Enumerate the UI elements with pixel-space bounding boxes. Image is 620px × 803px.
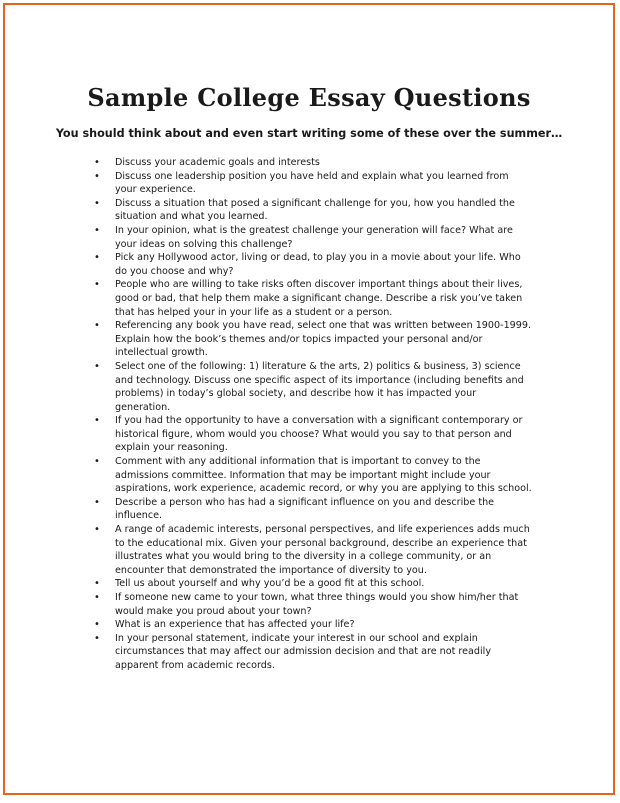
document-subtitle: You should think about and even start writing some of these over the summer…: [55, 127, 563, 140]
bullet-icon: •: [94, 496, 100, 508]
question-item: [5, 360, 613, 414]
question-item: [5, 455, 613, 496]
question-text: Comment with any additional information that is important to convey to the admissions committee. Information that may be important might include your aspirations, work experience, academic record, or why you are applying to this school.: [115, 456, 532, 495]
question-text: Pick any Hollywood actor, living or dead, to play you in a movie about your life. Who do you choose and why?: [115, 252, 521, 277]
question-item: [5, 414, 613, 455]
bullet-icon: •: [94, 592, 100, 603]
question-item: [5, 278, 613, 319]
question-item: [5, 496, 613, 523]
question-item: [5, 156, 613, 170]
bullet-icon: •: [94, 632, 100, 644]
question-item: [5, 632, 613, 673]
question-text: A range of academic interests, personal perspectives, and life experiences adds much to the educational mix. Given your personal background, describe an experience that illustrates what you would bring to the diversity in a college community, or an encounter that demonstrated the importance of diversity to you.: [115, 524, 530, 576]
question-text: Referencing any book you have read, select one that was written between 1900-1999. Explain how the book’s themes and/or topics impacted your personal and/or intellectual growth.: [115, 320, 532, 359]
document-title: Sample College Essay Questions: [87, 83, 531, 112]
bullet-icon: •: [94, 578, 100, 590]
bullet-icon: •: [94, 456, 100, 468]
question-text: Discuss a situation that posed a significant challenge for you, how you handled the situation and what you learned.: [115, 197, 515, 223]
question-list: [5, 156, 613, 673]
bullet-icon: •: [94, 524, 100, 536]
question-text: Discuss one leadership position you have held and explain what you learned from your experience.: [115, 170, 509, 196]
bullet-icon: •: [94, 360, 100, 372]
question-text: If you had the opportunity to have a conversation with a significant contemporary or historical figure, whom would you choose? What would you say to that person and explain your reasoning.: [115, 415, 523, 454]
bullet-icon: •: [94, 170, 100, 182]
question-item: [5, 224, 613, 251]
bullet-icon: •: [94, 320, 100, 332]
bullet-icon: •: [94, 252, 100, 264]
question-item: [5, 523, 613, 577]
question-text: What is an experience that has affected your life?: [115, 619, 355, 631]
bullet-icon: •: [94, 197, 100, 209]
question-text: People who are willing to take risks often discover important things about their lives, good or bad, that help them make a significant change. Describe a risk you’ve taken that has helped your in your life as a student or a person.: [115, 279, 523, 318]
question-item: [5, 591, 613, 618]
document-page: [3, 3, 615, 795]
question-item: [5, 319, 613, 360]
question-text: Tell us about yourself and why you’d be a good fit at this school.: [115, 578, 425, 590]
question-text: In your personal statement, indicate your interest in our school and explain circumstances that may affect our admission decision and that are not readily apparent from academic records.: [115, 632, 492, 671]
bullet-icon: •: [94, 619, 100, 631]
question-item: [5, 170, 613, 197]
question-text: Discuss your academic goals and interests: [115, 157, 320, 168]
bullet-icon: •: [94, 157, 100, 168]
bullet-icon: •: [94, 224, 100, 236]
question-text: Describe a person who has had a significant influence on you and describe the influence.: [115, 496, 495, 522]
question-item: [5, 197, 613, 224]
bullet-icon: •: [94, 279, 100, 291]
question-text: If someone new came to your town, what three things would you show him/her that would make you proud about your town?: [115, 592, 519, 617]
bullet-icon: •: [94, 415, 100, 427]
question-text: Select one of the following: 1) literature & the arts, 2) politics & business, 3) science and technology. Discuss one specific aspect of its importance (including benefits and problems) in today’s global society, and describe how it has impacted your generation.: [115, 360, 524, 413]
question-item: [5, 251, 613, 278]
question-item: [5, 577, 613, 591]
question-item: [5, 618, 613, 632]
question-text: In your opinion, what is the greatest challenge your generation will face? What are your ideas on solving this challenge?: [115, 224, 513, 250]
